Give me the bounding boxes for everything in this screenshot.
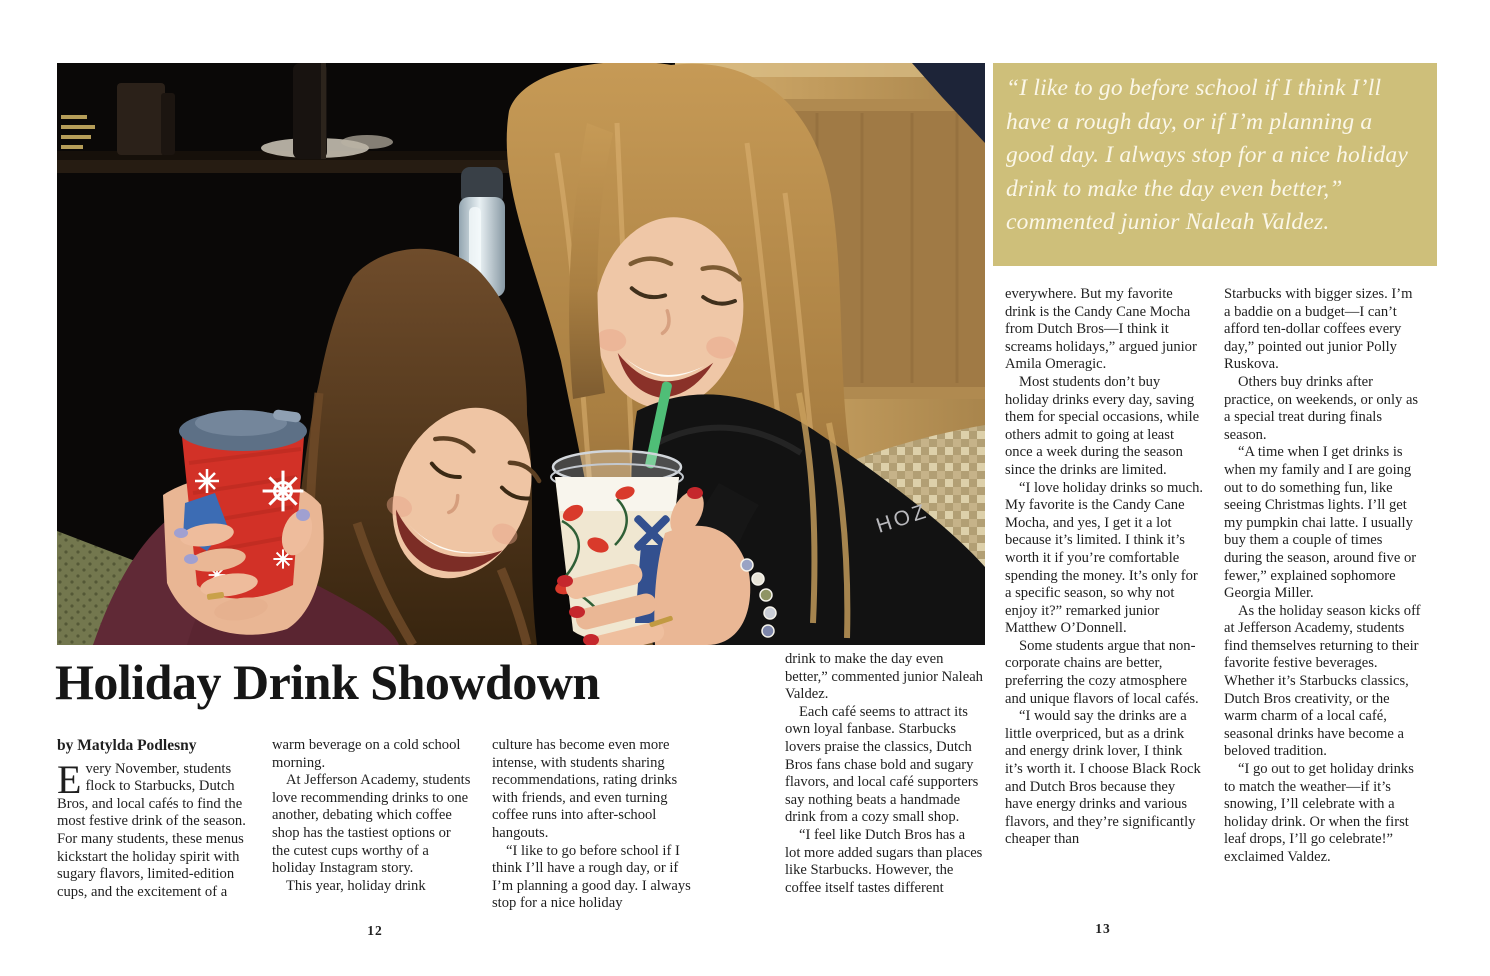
article-paragraph: “I love holiday drinks so much. My favorite is the Candy Cane Mocha, and yes, I get it a lot because it’s limited. I think it’s worth it if you’re comfortable spending the money. It’s only for a specific season, so why not enjoy it?” remarked junior Matthew O’Donnell. <box>1005 479 1204 637</box>
byline: by Matylda Podlesny <box>57 737 197 754</box>
article-paragraph: Most students don’t buy holiday drinks every day, saving them for special occasions, while others admit to going at least once a week during the season since the drinks are limited. <box>1005 373 1200 478</box>
photo-two-students-holiday-drinks <box>57 63 985 645</box>
article-paragraph <box>57 756 257 902</box>
article-paragraph: At Jefferson Academy, students love recommending drinks to one another, debating which coffee shop has the tastiest options or the cutest cups worthy of a holiday Instagram story. <box>272 772 471 877</box>
article-column-4 <box>785 651 983 897</box>
article-column-1 <box>57 737 257 901</box>
article-paragraph: “A time when I get drinks is when my family and I are going out to do something fun, like seeing Christmas lights. I’ll get my pumpkin chai latte. I usually buy them a couple of times during the season, around five or fewer,” explained sophomore Georgia Miller. <box>1224 444 1417 602</box>
article-paragraph: culture has become even more intense, with students sharing recommendations, rating drinks with friends, and even turning coffee runs into after-school hangouts. <box>492 737 678 841</box>
paragraph-text: very November, students flock to Starbucks, Dutch Bros, and local cafés to find the most festive drink of the season. For many students, these menus kickstart the holiday spirit with sugary flavors, limited-edition cups, and the excitement of a <box>57 760 246 900</box>
article-paragraph: Others buy drinks after practice, on weekends, or only as a special treat during finals season. <box>1224 373 1419 443</box>
article-paragraph: “I feel like Dutch Bros has a lot more added sugars than places like Starbucks. However, the coffee itself tastes different <box>785 826 983 896</box>
page-number-right: 13 <box>1095 921 1111 936</box>
article-paragraph: This year, holiday drink <box>286 877 426 894</box>
article-paragraph: Each café seems to attract its own loyal fanbase. Starbucks lovers praise the classics, Dutch Bros fans chase bold and sugary flavors, and local café supporters say nothing beats a handmade drink from a cozy small shop. <box>785 703 979 826</box>
article-paragraph: “I would say the drinks are a little overpriced, but as a drink and energy drink lover, I think it’s worth it. I choose Black Rock and Dutch Bros because they have energy drinks and various flavors, and they’re significantly cheaper than <box>1005 708 1201 848</box>
article-paragraph: “I like to go before school if I think I’ll have a rough day, or if I’m planning a good day. I always stop for a nice holiday <box>492 842 691 912</box>
red-holiday-cup <box>163 409 324 635</box>
article-column-5 <box>1005 286 1203 849</box>
article-headline: Holiday Drink Showdown <box>55 654 600 710</box>
article-paragraph: As the holiday season kicks off at Jefferson Academy, students find themselves returning to their favorite festive beverages. Whether it’s Starbucks classics, Dutch Bros creativity, or the warm charm of a local café, seasonal drinks have become a beloved tradition. <box>1224 602 1421 760</box>
article-column-6 <box>1224 286 1422 867</box>
article-column-3 <box>492 737 692 913</box>
pull-quote-text: “I like to go before school if I think I’ll have a rough day, or if I’m planning a good day. I always stop for a nice holiday drink to make the day even better,” commented junior Naleah Valdez. <box>1006 75 1408 235</box>
article-paragraph: warm beverage on a cold school morning. <box>272 737 461 771</box>
article-paragraph: Some students argue that non-corporate chains are better, preferring the cozy atmosphere and unique flavors of local cafés. <box>1005 637 1199 707</box>
page-number-left: 12 <box>367 923 383 938</box>
article-paragraph: drink to make the day even better,” commented junior Naleah Valdez. <box>785 651 983 703</box>
article-column-2 <box>272 737 472 895</box>
article-paragraph: “I go out to get holiday drinks to match the weather—if it’s snowing, I’ll celebrate with a holiday drink. Or when the first leaf drops, I’ll go celebrate!” exclaimed Valdez. <box>1224 761 1414 865</box>
article-paragraph: everywhere. But my favorite drink is the Candy Cane Mocha from Dutch Bros—I think it screams holidays,” argued junior Amila Omeragic. <box>1005 286 1197 373</box>
article-paragraph: Starbucks with bigger sizes. I’m a baddie on a budget—I can’t afford ten-dollar coffees every day,” pointed out junior Polly Ruskova. <box>1224 286 1413 373</box>
pull-quote <box>993 63 1437 266</box>
hoodie-logo-text: HOZ <box>873 499 932 538</box>
drop-cap: E <box>57 756 82 802</box>
